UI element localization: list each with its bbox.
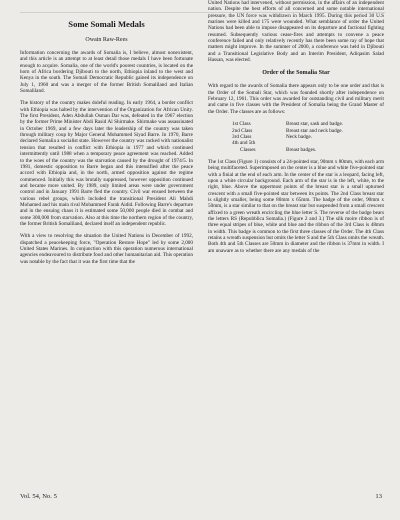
class-row (232, 121, 343, 127)
article-author: Owain Raw-Rees (85, 37, 128, 43)
class-table (232, 121, 343, 153)
class-name: 2nd Class (232, 127, 253, 134)
page-number: 13 (375, 493, 382, 500)
class-name: 4th and 5th (232, 140, 256, 147)
history-paragraph: The history of the country makes doleful reading. In early 1964, a border conflict with Ethiopia was halted by the intervention of the Organization for African Unity. The first President, Aden Abdullah Osman Dar was, defeated in the 1967 election by the former Prime Minister Abdi Rasid Al Shirmake. Shirmake was assassinated in October 1969, and a few days later the leadership of the country was taken through military coup by Major General Mohammed Siyad Barre. In 1970, Barre declared Somalia a socialist state. However the country was racked with nationalist tension that resulted in conflict with Ethiopia in 1977 and which continued intermittently until 1988 when a temporary peace agreement was reached. Added to the woes of the country was the starvation caused by the drought of 1974/5. In 1981, domestic opposition to Barre began and this intensified after the peace accord with Ethiopia and, in the north, armed opposition against the regime commenced. Initially this was brutally suppressed, however opposition continued and became more united. By 1989, only limited areas were under government control and in January 1991 Barre fled the country. Civil war ensued between the various rebel groups, which included the transitional President Ali Mahdi Mohamed and his main rival Mohammed Farah Aidid. Following Barre's departure and in the ensuing chaos it is estimated some 50,000 people died in combat and some 300,000 from starvation. Also at this time the northern region of the country, the former British Somaliland, declared itself an independent republic. (20, 100, 193, 227)
class-name: Classes (240, 146, 256, 153)
class-row (232, 128, 343, 134)
article-title: Some Somali Medals (68, 19, 145, 29)
section-intro: With regard to the awards of Somalia there appears only to be one order and that is the Order of the Somali Star, which was founded shortly after independence on February 12, 1961. This order was awarded for outstanding civil and military merit and came in five classes with the President of Somalia being the Grand Master of the Order. The classes are as follows: (208, 83, 384, 115)
intro-paragraph: Information concerning the awards of Somalia is, I believe, almost nonexistent, and this article is an attempt to at least detail those medals I have been fortunate enough to acquire. Somalia, one of the world's poorest countries, is located on the horn of Africa bordering Djibouti to the north, Ethiopia inland to the west and Kenya in the south. The Somali Democratic Republic gained its independence on July 1, 1960 and was a merger of the former British Somaliland and Italian Somaliland. (20, 50, 193, 95)
class-description: Neck badge. (286, 133, 312, 140)
class-description: Breast star, sash and badge. (286, 121, 344, 128)
section-body: The 1st Class (Figure 1) consists of a 24-pointed star, 90mm x 80mm, with each arm being multifaceted. Superimposed on the center is a blue and white five-pointed star with a finial at the end of each arm. In the center of the star is a leopard, facing left, upon a white circular background. Each arm of the star is in the left, white, to the right, blue. Above the uppermost points of the breast star is a small upturned crescent with a small five-pointed star between its points. The 2nd Class breast star is slightly smaller, being some 80mm x 65mm. The badge of the order, 90mm x 50mm, is a star similar to that on the breast star but suspended from a small crescent affixed to a green wreath encircling the blue letter S. The reverse of the badge bears the letters RS (Repubblica Somalia.) (Figure 2 and 3.) The silk moire ribbon is of three equal stripes of blue, white and blue and the ribbon of the 3rd Class is 48mm in width. This badge is common to the first three classes of the Order. The 4th Class retains a wreath suspension but omits the letter S and the 5th Class omits the wreath. Both 4th and 5th Classes are 50mm in diameter and the ribbon is 37mm in width. I am unaware as to whether there are any medals of the (208, 158, 384, 254)
right-column (208, 0, 384, 260)
continued-paragraph: United Nations had intervened, without permission, in the affairs of an independent nation. Despite the best efforts of all concerned and some notable international pressure, the UN force was withdrawn in March 1995. During this period 30 U.S marines were killed and 175 were wounded. What semblance of order the United Nations had been able to impose disappeared on its departure and factional fighting resumed. Subsequently various cease-fires and attempts to convene a peace conference failed and only relatively recently has there been some ray of hope that matters might improve. In the summer of 2000, a conference was held in Djibouti and a Transitional Legislative Body and an Interim President, Adiqasim Salad Hassan, was elected. (208, 0, 384, 64)
class-row (232, 147, 343, 153)
un-paragraph: With a view to resolving the situation the United Nations in December of 1992, dispatched a peacekeeping force, "Operation Restore Hope" led by some 2,000 United States Marines. In conjunction with this operation numerous international agencies endeavoured to distribute food and other humanitarian aid. This operation was notable by the fact that it was the first time that the (20, 233, 193, 265)
left-column (20, 0, 193, 271)
class-description: Breast star and neck badge. (286, 127, 343, 134)
section-heading: Order of the Somalia Star (262, 70, 330, 77)
class-name: 1st Class (232, 121, 251, 128)
class-description: Breast badges. (286, 146, 317, 153)
volume-number: Vol. 54, No. 5 (20, 493, 57, 500)
class-name: 3rd Class (232, 133, 252, 140)
